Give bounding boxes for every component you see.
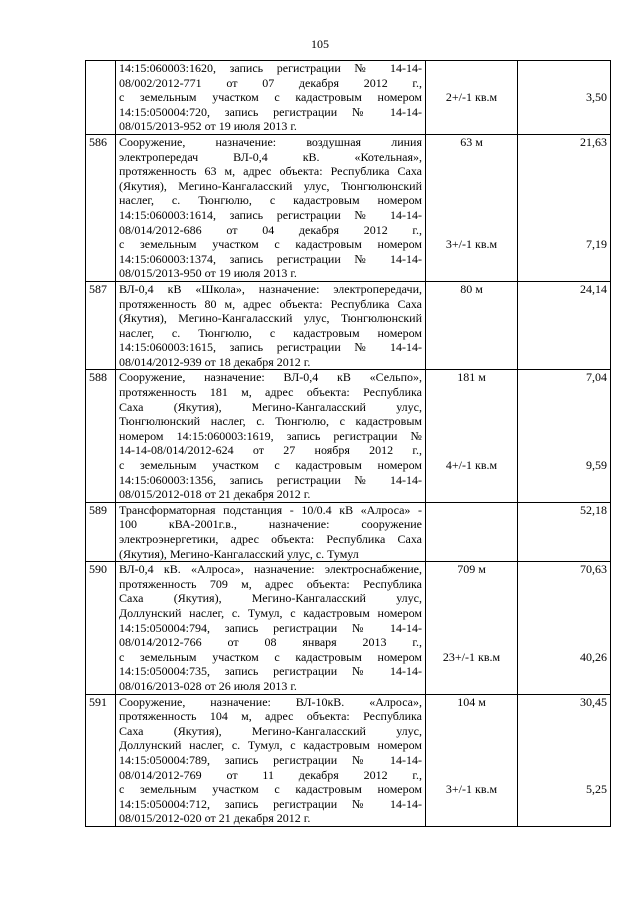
extent-line [429,487,514,502]
description-line: протяженность 181 м, адрес объекта: Республика [119,385,422,400]
value-line [521,61,607,76]
value-line [521,385,607,400]
extent-line [429,577,514,592]
row-number: 589 [86,502,116,561]
description-line: 08/002/2012-771 от 07 декабря 2012 г., [119,75,422,90]
object-extent [426,370,518,502]
extent-line [429,76,514,91]
value-line: 52,18 [580,502,607,517]
description-line: 08/014/2012-766 от 08 января 2013 г., [119,635,422,650]
value-line [521,621,607,636]
object-description [116,502,426,561]
description-line: Саха (Якутия), Мегино-Кангаласский улус, [119,591,422,606]
extent-line [429,297,514,312]
object-value [518,134,611,281]
extent-line [429,811,514,826]
extent-line [429,503,514,518]
value-line [521,547,607,562]
extent-line: 80 м [460,281,483,296]
description-line: с земельным участком с кадастровым номером [119,649,422,664]
value-line [521,768,607,783]
description-line: Сооружение, назначение: ВЛ-10кВ. «Алроса», [119,694,422,709]
extent-line [429,252,514,267]
value-line: 9,59 [586,458,607,473]
extent-line [429,61,514,76]
description-line: (Якутия), Мегино-Кангаласский улус, Тюнгюлюнский [119,178,422,193]
value-line: 7,19 [586,237,607,252]
description-line: протяженность 80 м, адрес объекта: Республика Саха [119,296,422,311]
description-line: номером 14:15:060003:1619, запись регистрации № [119,428,422,443]
description-line: Саха (Якутия), Мегино-Кангаласский улус, [119,399,422,414]
description-line: 14:15:050004:794, запись регистрации № 14-14- [119,620,422,635]
description-line: 14:15:050004:712, запись регистрации № 14-14- [119,796,422,811]
value-line: 5,25 [586,782,607,797]
value-line [521,119,607,134]
description-line: 14:15:060003:1615, запись регистрации № 14-14- [119,340,422,355]
description-line: 100 кВА-2001г.в., назначение: сооружение [119,517,422,532]
extent-line [429,193,514,208]
table-row [86,694,611,826]
extent-line [429,517,514,532]
value-line [521,429,607,444]
value-line [521,76,607,91]
value-line: 7,04 [586,370,607,385]
value-line [521,223,607,238]
object-description [116,370,426,502]
extent-line [429,429,514,444]
value-line: 21,63 [580,134,607,149]
description-line: протяженность 104 м, адрес объекта: Республика [119,709,422,724]
object-value [518,562,611,694]
description-line: с земельным участком с кадастровым номером [119,237,422,252]
extent-line [429,208,514,223]
object-description [116,61,426,135]
description-line: 14:15:060003:1620, запись регистрации № 14-14- [119,61,422,75]
description-line: Сооружение, назначение: ВЛ-0,4 кВ «Сельпо», [119,370,422,385]
description-line: протяженность 709 м, адрес объекта: Республика [119,576,422,591]
extent-line [429,266,514,281]
extent-line [429,443,514,458]
extent-line [429,326,514,341]
value-line [521,208,607,223]
extent-line [429,797,514,812]
extent-line [429,311,514,326]
registry-table-body [86,61,611,827]
extent-line [429,606,514,621]
extent-line: 104 м [457,694,486,709]
registry-table [85,60,611,827]
extent-line [429,709,514,724]
table-row [86,281,611,370]
extent-line [429,385,514,400]
extent-line: 709 м [457,562,486,577]
value-line [521,105,607,120]
description-line: электропередач ВЛ-0,4 кВ. «Котельная», [119,149,422,164]
value-line [521,252,607,267]
description-line: 14:15:050004:720, запись регистрации № 14-14- [119,104,422,119]
object-description [116,694,426,826]
extent-line [429,768,514,783]
description-line: 08/014/2012-939 от 18 декабря 2012 г. [119,354,311,369]
extent-line: 23+/-1 кв.м [442,649,501,664]
description-line: 14:15:060003:1356, запись регистрации № 14-14- [119,472,422,487]
value-line [521,709,607,724]
description-line: Тюнгюлюнский наслег, с. Тюнгюлю, с кадастровым [119,414,422,429]
extent-line [429,473,514,488]
value-line [521,400,607,415]
description-line: Доллунский наслег, с. Тумул, с кадастровым номером [119,738,422,753]
value-line [521,811,607,826]
description-line: 14:15:060003:1374, запись регистрации № 14-14- [119,251,422,266]
extent-line: 63 м [460,134,483,149]
object-value [518,502,611,561]
description-line: наслег, с. Тюнгюлю, с кадастровым номером [119,325,422,340]
description-line: с земельным участком с кадастровым номером [119,458,422,473]
extent-line: 181 м [457,370,486,385]
description-line: с земельным участком с кадастровым номером [119,90,422,105]
description-line: 08/016/2013-028 от 26 июля 2013 г. [119,678,297,693]
description-line: 14:15:050004:789, запись регистрации № 14-14- [119,752,422,767]
description-line: (Якутия), Мегино-Кангаласский улус, с. Тумул [119,546,359,561]
description-line: Трансформаторная подстанция - 10/0.4 кВ «Алроса» - [119,502,422,517]
value-line [521,753,607,768]
table-row [86,61,611,135]
description-line: 08/015/2012-018 от 21 декабря 2012 г. [119,487,311,502]
object-value [518,694,611,826]
extent-line [429,164,514,179]
value-line [521,487,607,502]
value-line [521,591,607,606]
extent-line [429,340,514,355]
extent-line [429,400,514,415]
extent-line [429,724,514,739]
value-line [521,473,607,488]
description-line: с земельным участком с кадастровым номером [119,782,422,797]
description-line: (Якутия), Мегино-Кангаласский улус, Тюнгюлюнский [119,311,422,326]
page-number: 105 [311,37,329,51]
value-line [521,797,607,812]
object-value [518,61,611,135]
row-number: 590 [86,562,116,694]
description-line: 08/015/2013-950 от 19 июля 2013 г. [119,266,297,281]
value-line: 40,26 [580,649,607,664]
value-line [521,679,607,694]
table-row [86,502,611,561]
extent-line [429,621,514,636]
extent-line: 2+/-1 кв.м [445,90,498,105]
value-line [521,164,607,179]
value-line [521,577,607,592]
extent-line: 3+/-1 кв.м [445,237,498,252]
description-line: ВЛ-0,4 кВ «Школа», назначение: электропередачи, [119,281,422,296]
description-line: протяженность 63 м, адрес объекта: Республика Саха [119,164,422,179]
extent-line [429,414,514,429]
object-extent [426,694,518,826]
extent-line [429,105,514,120]
value-line [521,606,607,621]
value-line [521,355,607,370]
row-number: 591 [86,694,116,826]
value-line [521,150,607,165]
extent-line: 3+/-1 кв.м [445,782,498,797]
table-row [86,370,611,502]
row-number [86,61,116,135]
row-number: 587 [86,281,116,370]
object-extent [426,281,518,370]
value-line: 3,50 [586,90,607,105]
table-row [86,134,611,281]
description-line: 14-14-08/014/2012-624 от 27 ноября 2012 г., [119,443,422,458]
object-extent [426,502,518,561]
extent-line: 4+/-1 кв.м [445,458,498,473]
description-line: 08/015/2012-020 от 21 декабря 2012 г. [119,811,311,826]
extent-line [429,738,514,753]
description-line: 08/015/2013-952 от 19 июля 2013 г. [119,119,297,134]
description-line: Саха (Якутия), Мегино-Кангаласский улус, [119,723,422,738]
value-line [521,664,607,679]
extent-line [429,179,514,194]
value-line: 70,63 [580,562,607,577]
row-number: 586 [86,134,116,281]
value-line [521,635,607,650]
object-extent [426,134,518,281]
description-line: Сооружение, назначение: воздушная линия [119,134,422,149]
description-line: 14:15:060003:1614, запись регистрации № 14-14- [119,207,422,222]
description-line: 14:15:050004:735, запись регистрации № 14-14- [119,664,422,679]
extent-line [429,547,514,562]
value-line [521,266,607,281]
value-line [521,532,607,547]
value-line [521,340,607,355]
value-line [521,724,607,739]
extent-line [429,753,514,768]
table-row [86,562,611,694]
value-line [521,179,607,194]
object-value [518,281,611,370]
description-line: наслег, с. Тюнгюлю, с кадастровым номером [119,193,422,208]
description-line: 08/014/2012-769 от 11 декабря 2012 г., [119,767,422,782]
object-extent [426,562,518,694]
object-value [518,370,611,502]
value-line [521,311,607,326]
extent-line [429,635,514,650]
extent-line [429,223,514,238]
value-line [521,443,607,458]
value-line [521,517,607,532]
extent-line [429,355,514,370]
value-line [521,738,607,753]
value-line: 24,14 [580,281,607,296]
value-line [521,297,607,312]
extent-line [429,532,514,547]
extent-line [429,679,514,694]
description-line: 08/014/2012-686 от 04 декабря 2012 г., [119,222,422,237]
description-line: ВЛ-0,4 кВ. «Алроса», назначение: электроснабжение, [119,562,422,577]
object-description [116,134,426,281]
object-description [116,562,426,694]
object-description [116,281,426,370]
description-line: электроэнергетики, адрес объекта: Республика Саха [119,532,422,546]
row-number: 588 [86,370,116,502]
extent-line [429,150,514,165]
extent-line [429,664,514,679]
extent-line [429,119,514,134]
value-line: 30,45 [580,694,607,709]
object-extent [426,61,518,135]
value-line [521,326,607,341]
description-line: Доллунский наслег, с. Тумул, с кадастровым номером [119,605,422,620]
value-line [521,193,607,208]
extent-line [429,591,514,606]
value-line [521,414,607,429]
